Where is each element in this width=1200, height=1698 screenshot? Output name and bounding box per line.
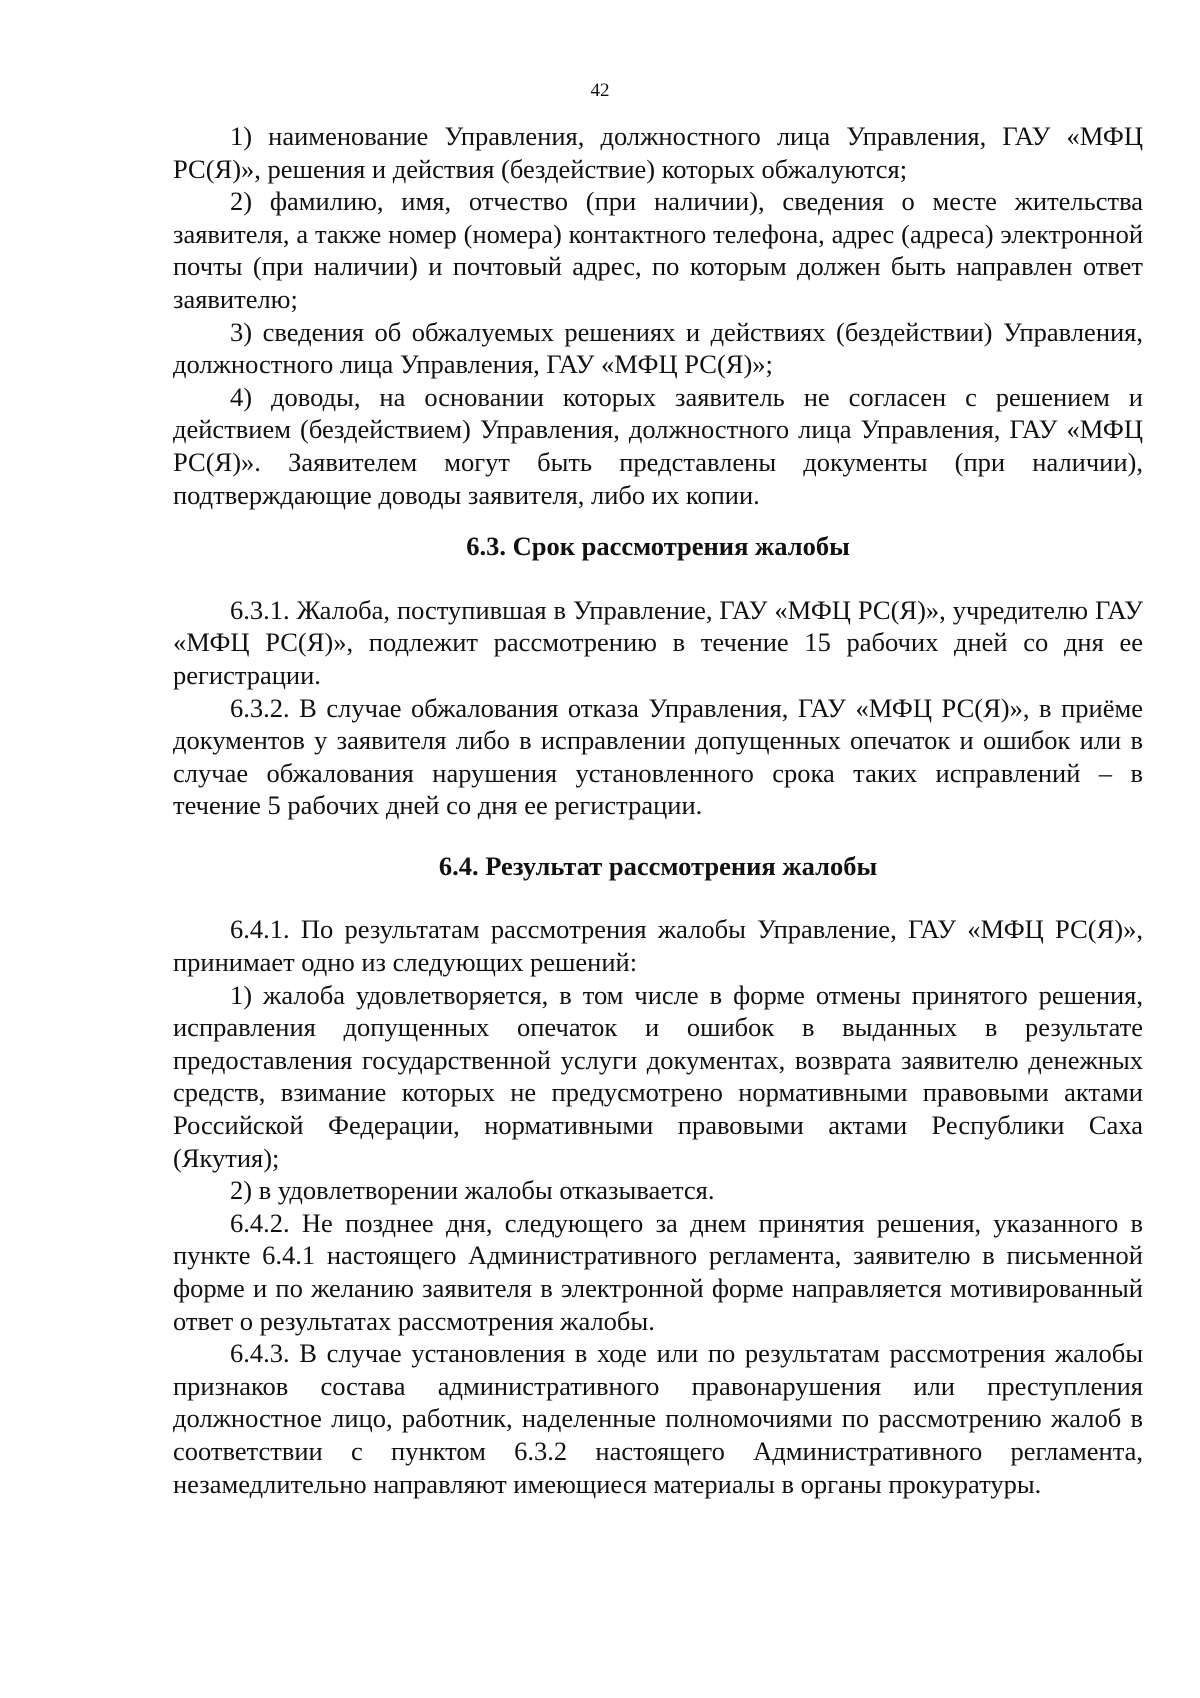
paragraph-6-4-1-item-2: 2) в удовлетворении жалобы отказывается. bbox=[230, 1175, 715, 1206]
section-6-3-heading: 6.3. Срок рассмотрения жалобы bbox=[466, 531, 850, 562]
section-6-4-heading: 6.4. Результат рассмотрения жалобы bbox=[438, 850, 878, 881]
paragraph-6-3-1: 6.3.1. Жалоба, поступившая в Управление, ГАУ «МФЦ РС(Я)», учредителю ГАУ «МФЦ РС(Я)», подлежит рассмотрению в течение 15 рабочих дней со дня ее регистрации. bbox=[173, 594, 1143, 690]
paragraph-6-3-2: 6.3.2. В случае обжалования отказа Управления, ГАУ «МФЦ РС(Я)», в приёме документов у заявителя либо в исправлении допущенных опечаток и ошибок или в случае обжалования нарушения установленного срока таких исправлений – в течение 5 рабочих дней со дня ее регистрации. bbox=[173, 692, 1143, 821]
paragraph-6-4-2: 6.4.2. Не позднее дня, следующего за днем принятия решения, указанного в пункте 6.4.1 настоящего Административного регламента, заявителю в письменной форме и по желанию заявителя в электронной форме направляется мотивированный ответ о результатах рассмотрения жалобы. bbox=[173, 1207, 1143, 1336]
list-item-2: 2) фамилию, имя, отчество (при наличии), сведения о месте жительства заявителя, а также номер (номера) контактного телефона, адрес (адреса) электронной почты (при наличии) и почтовый адрес, по которым должен быть направлен ответ заявителю; bbox=[173, 186, 1143, 314]
paragraph-6-4-1-item-1: 1) жалоба удовлетворяется, в том числе в форме отмены принятого решения, исправления допущенных опечаток и ошибок в выданных в результате предоставления государственной услуги документах, возврата заявителю денежных средств, взимание которых не предусмотрено нормативными правовыми актами Российской Федерации, нормативными правовыми актами Республики Саха (Якутия); bbox=[173, 979, 1143, 1173]
document-body bbox=[173, 120, 1143, 1500]
list-item-4: 4) доводы, на основании которых заявитель не согласен с решением и действием (бездействием) Управления, должностного лица Управления, ГАУ «МФЦ РС(Я)». Заявителем могут быть представлены документы (при наличии), подтверждающие доводы заявителя, либо их копии. bbox=[173, 381, 1143, 510]
paragraph-6-4-1: 6.4.1. По результатам рассмотрения жалобы Управление, ГАУ «МФЦ РС(Я)», принимает одно из следующих решений: bbox=[173, 914, 1143, 978]
list-item-3: 3) сведения об обжалуемых решениях и действиях (бездействии) Управления, должностного лица Управления, ГАУ «МФЦ РС(Я)»; bbox=[173, 316, 1143, 380]
paragraph-6-4-3: 6.4.3. В случае установления в ходе или по результатам рассмотрения жалобы признаков состава административного правонарушения или преступления должностное лицо, работник, наделенные полномочиями по рассмотрению жалоб в соответствии с пунктом 6.3.2 настоящего Административного регламента, незамедлительно направляют имеющиеся материалы в органы прокуратуры. bbox=[173, 1338, 1143, 1499]
page-number: 42 bbox=[590, 80, 610, 101]
list-item-1: 1) наименование Управления, должностного лица Управления, ГАУ «МФЦ РС(Я)», решения и действия (бездействие) которых обжалуются; bbox=[173, 121, 1143, 184]
